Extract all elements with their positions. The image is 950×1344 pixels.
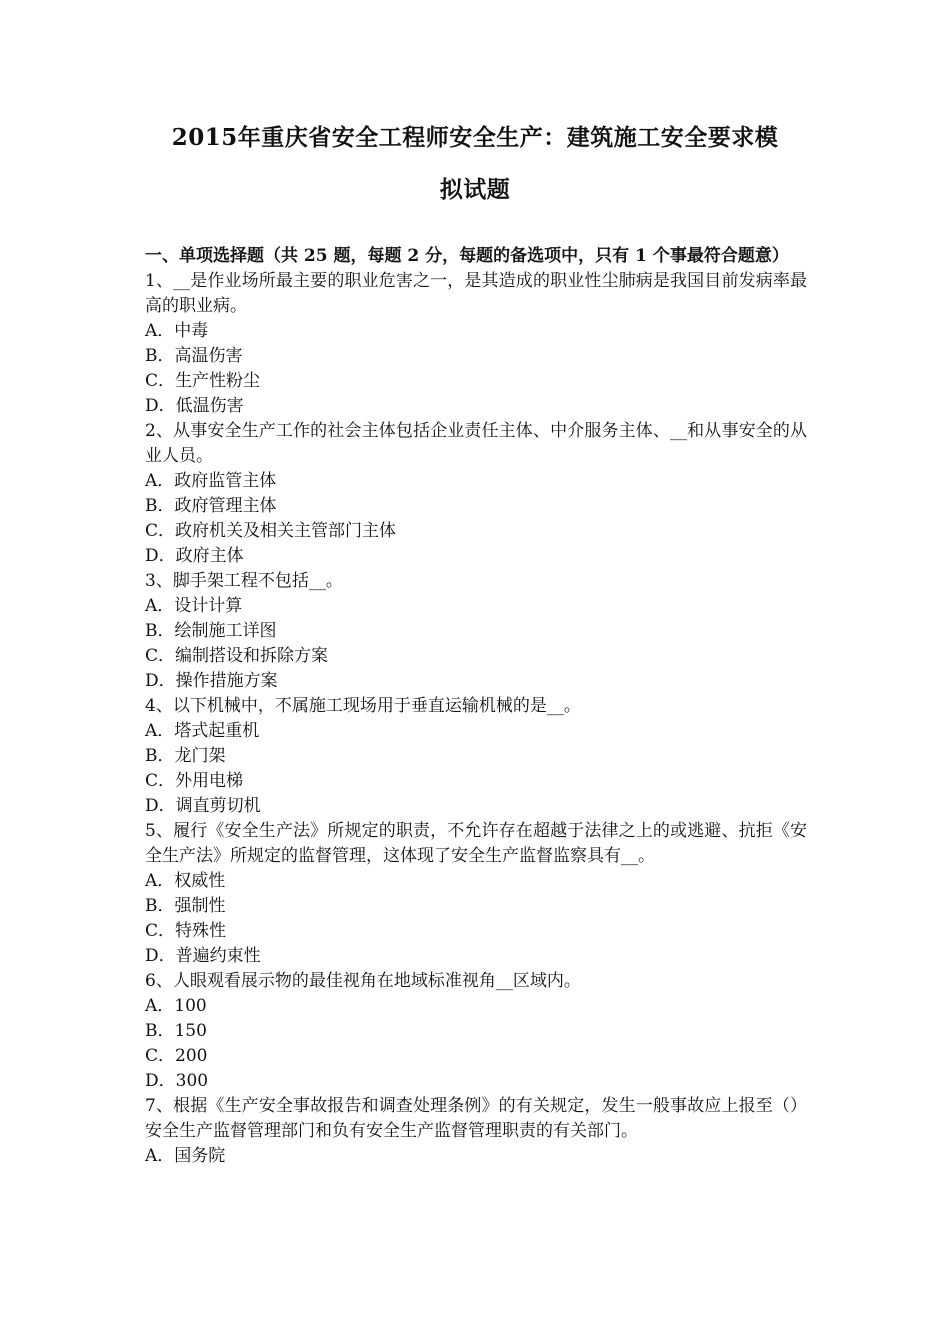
question-item	[145, 819, 807, 969]
question-item	[145, 694, 807, 819]
title-line-2: 拟试题	[439, 176, 511, 203]
answer-option: A．政府监管主体	[145, 471, 277, 491]
answer-option: D．低温伤害	[145, 396, 244, 416]
answer-option: B．龙门架	[145, 746, 226, 766]
question-stem: 2、从事安全生产工作的社会主体包括企业责任主体、中介服务主体、__和从事安全的从业人员。	[145, 421, 807, 466]
question-item	[145, 969, 807, 1094]
answer-option: C．政府机关及相关主管部门主体	[145, 521, 397, 541]
answer-option: B．绘制施工详图	[145, 621, 277, 641]
document-body	[145, 244, 807, 1169]
answer-option: D．调直剪切机	[145, 796, 261, 816]
answer-option: B．150	[145, 1021, 207, 1041]
answer-option: B．政府管理主体	[145, 496, 277, 516]
answer-option: C．200	[145, 1046, 208, 1066]
answer-option: A．设计计算	[145, 596, 243, 616]
answer-option: D．政府主体	[145, 546, 244, 566]
document-title	[120, 112, 830, 216]
question-item	[145, 1094, 807, 1169]
answer-option: A．权威性	[145, 871, 226, 891]
answer-option: C．编制搭设和拆除方案	[145, 646, 329, 666]
answer-option: A．国务院	[145, 1146, 226, 1166]
question-stem: 6、人眼观看展示物的最佳视角在地域标准视角__区域内。	[145, 971, 581, 991]
title-line-1: 2015年重庆省安全工程师安全生产：建筑施工安全要求模	[171, 124, 779, 151]
question-item	[145, 569, 807, 694]
answer-option: B．高温伤害	[145, 346, 243, 366]
question-stem: 3、脚手架工程不包括__。	[145, 571, 343, 591]
question-item	[145, 269, 807, 419]
question-stem: 7、根据《生产安全事故报告和调查处理条例》的有关规定，发生一般事故应上报至（）安全生产监督管理部门和负有安全生产监督管理职责的有关部门。	[145, 1096, 807, 1141]
answer-option: C．生产性粉尘	[145, 371, 261, 391]
answer-option: A．中毒	[145, 321, 209, 341]
answer-option: D．300	[145, 1071, 209, 1091]
answer-option: A．塔式起重机	[145, 721, 260, 741]
answer-option: B．强制性	[145, 896, 226, 916]
question-stem: 5、履行《安全生产法》所规定的职责，不允许存在超越于法律之上的或逃避、抗拒《安全生产法》所规定的监督管理，这体现了安全生产监督监察具有__。	[145, 821, 807, 866]
answer-option: C．特殊性	[145, 921, 227, 941]
question-list	[145, 269, 807, 1169]
question-stem: 4、以下机械中，不属施工现场用于垂直运输机械的是__。	[145, 696, 581, 716]
section-heading: 一、单项选择题（共 25 题，每题 2 分，每题的备选项中，只有 1 个事最符合题意）	[145, 246, 789, 266]
answer-option: C．外用电梯	[145, 771, 244, 791]
answer-option: D．普遍约束性	[145, 946, 261, 966]
answer-option: D．操作措施方案	[145, 671, 278, 691]
question-item	[145, 419, 807, 569]
answer-option: A．100	[145, 996, 207, 1016]
question-stem: 1、__是作业场所最主要的职业危害之一，是其造成的职业性尘肺病是我国目前发病率最高的职业病。	[145, 271, 807, 316]
